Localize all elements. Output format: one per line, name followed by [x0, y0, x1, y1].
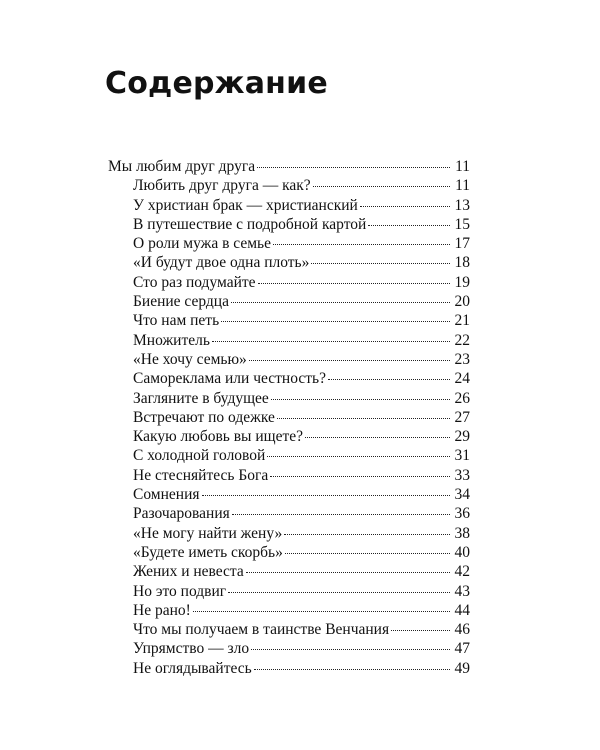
toc-entry: [108, 466, 470, 485]
dot-leader: [228, 592, 450, 593]
dot-leader: [284, 534, 450, 535]
toc-entry: [108, 369, 470, 388]
dot-leader: [231, 302, 450, 303]
toc-entry-page-number: 40: [454, 543, 470, 561]
dot-leader: [328, 379, 450, 380]
toc-entry-title: Любить друг друга — как?: [133, 177, 311, 195]
toc-entry-title: Мы любим друг друга: [108, 158, 256, 175]
toc-entry: [108, 350, 470, 369]
toc-entry-page-number: 21: [454, 312, 470, 330]
dot-leader: [285, 553, 450, 554]
toc-entry-page-number: 15: [454, 215, 470, 233]
toc-entry: [108, 215, 470, 234]
toc-entry-page-number: 22: [454, 331, 470, 349]
dot-leader: [254, 669, 450, 670]
toc-entry-page-number: 33: [454, 466, 470, 484]
toc-entry-title: Биение сердца: [133, 293, 229, 311]
dot-leader: [277, 418, 450, 419]
toc-entry-title: Что нам петь: [133, 312, 220, 330]
dot-leader: [271, 399, 450, 400]
toc-entry-title: Загляните в будущее: [133, 389, 269, 407]
toc-entry-page-number: 19: [454, 273, 470, 291]
toc-entry-title: Множитель: [133, 331, 210, 349]
toc-entry: [108, 427, 470, 446]
toc-entry-title: Жених и невеста: [133, 563, 244, 581]
toc-entry-page-number: 17: [454, 235, 470, 253]
dot-leader: [368, 225, 450, 226]
toc-entry: [108, 176, 470, 195]
dot-leader: [305, 437, 450, 438]
toc-entry-page-number: 43: [454, 582, 470, 600]
dot-leader: [391, 630, 450, 631]
toc-entry-title: Сто раз подумайте: [133, 273, 256, 291]
dot-leader: [311, 263, 450, 264]
dot-leader: [267, 456, 450, 457]
toc-entry-title: Какую любовь вы ищете?: [133, 428, 303, 446]
toc-entry-page-number: 29: [454, 428, 470, 446]
toc-entry: [108, 659, 470, 678]
toc-entry-title: Не стесняйтесь Бога: [133, 466, 269, 484]
toc-entry-page-number: 23: [454, 350, 470, 368]
toc-entry: [108, 196, 470, 215]
toc-entry-title: Упрямство — зло: [133, 640, 250, 658]
toc-entry: [108, 234, 470, 253]
toc-entry-title: Не рано!: [133, 601, 191, 619]
toc-entry-page-number: 11: [455, 177, 470, 195]
toc-entry-page-number: 49: [454, 659, 470, 677]
table-of-contents: [108, 157, 470, 678]
dot-leader: [212, 341, 450, 342]
dot-leader: [313, 186, 450, 187]
dot-leader: [232, 514, 450, 515]
toc-entry: [108, 601, 470, 620]
toc-entry-page-number: 24: [454, 370, 470, 388]
toc-entry-page-number: 36: [454, 505, 470, 523]
dot-leader: [257, 167, 450, 168]
toc-entry: [108, 292, 470, 311]
dot-leader: [270, 476, 450, 477]
dot-leader: [193, 611, 450, 612]
toc-entry-page-number: 44: [454, 601, 470, 619]
toc-entry-page-number: 42: [454, 563, 470, 581]
toc-entry-title: В путешествие с подробной картой: [133, 215, 367, 233]
toc-entry-page-number: 20: [454, 293, 470, 311]
toc-entry-page-number: 18: [454, 254, 470, 272]
toc-entry-title: «Не хочу семью»: [133, 350, 247, 368]
toc-entry: [108, 408, 470, 427]
toc-entry: [108, 389, 470, 408]
dot-leader: [221, 321, 450, 322]
dot-leader: [273, 244, 450, 245]
dot-leader: [251, 649, 450, 650]
toc-entry: [108, 446, 470, 465]
toc-entry: [108, 331, 470, 350]
toc-entry: [108, 543, 470, 562]
toc-entry: [108, 562, 470, 581]
toc-entry-page-number: 11: [455, 158, 470, 175]
toc-entry-page-number: 47: [454, 640, 470, 658]
dot-leader: [202, 495, 451, 496]
toc-entry-page-number: 46: [454, 621, 470, 639]
toc-entry-page-number: 31: [454, 447, 470, 465]
toc-entry: [108, 157, 470, 176]
toc-entry-title: «Будете иметь скорбь»: [133, 543, 283, 561]
toc-entry: [108, 639, 470, 658]
toc-entry-page-number: 34: [454, 486, 470, 504]
toc-entry-title: О роли мужа в семье: [133, 235, 271, 253]
toc-entry: [108, 620, 470, 639]
dot-leader: [246, 572, 450, 573]
toc-entry: [108, 311, 470, 330]
toc-entry: [108, 524, 470, 543]
toc-entry-title: Но это подвиг: [133, 582, 227, 600]
toc-entry-title: Встречают по одежке: [133, 408, 275, 426]
toc-entry-title: У христиан брак — христианский: [133, 196, 358, 214]
toc-entry-title: Самореклама или честность?: [133, 370, 326, 388]
toc-entry-page-number: 38: [454, 524, 470, 542]
toc-entry-page-number: 27: [454, 408, 470, 426]
page-title: Содержание: [105, 66, 328, 101]
toc-entry-page-number: 13: [454, 196, 470, 214]
toc-entry: [108, 504, 470, 523]
toc-entry-title: Сомнения: [133, 486, 200, 504]
toc-entry-title: «И будут двое одна плоть»: [133, 254, 310, 272]
toc-entry-title: «Не могу найти жену»: [133, 524, 283, 542]
toc-entry: [108, 485, 470, 504]
toc-entry-title: Разочарования: [133, 505, 230, 523]
dot-leader: [249, 360, 450, 361]
dot-leader: [360, 206, 450, 207]
toc-entry-title: С холодной головой: [133, 447, 266, 465]
toc-entry-page-number: 26: [454, 389, 470, 407]
toc-entry: [108, 273, 470, 292]
toc-entry-title: Что мы получаем в таинстве Венчания: [133, 621, 390, 639]
toc-entry-title: Не оглядывайтесь: [133, 659, 252, 677]
toc-entry: [108, 253, 470, 272]
dot-leader: [258, 283, 450, 284]
toc-entry: [108, 582, 470, 601]
